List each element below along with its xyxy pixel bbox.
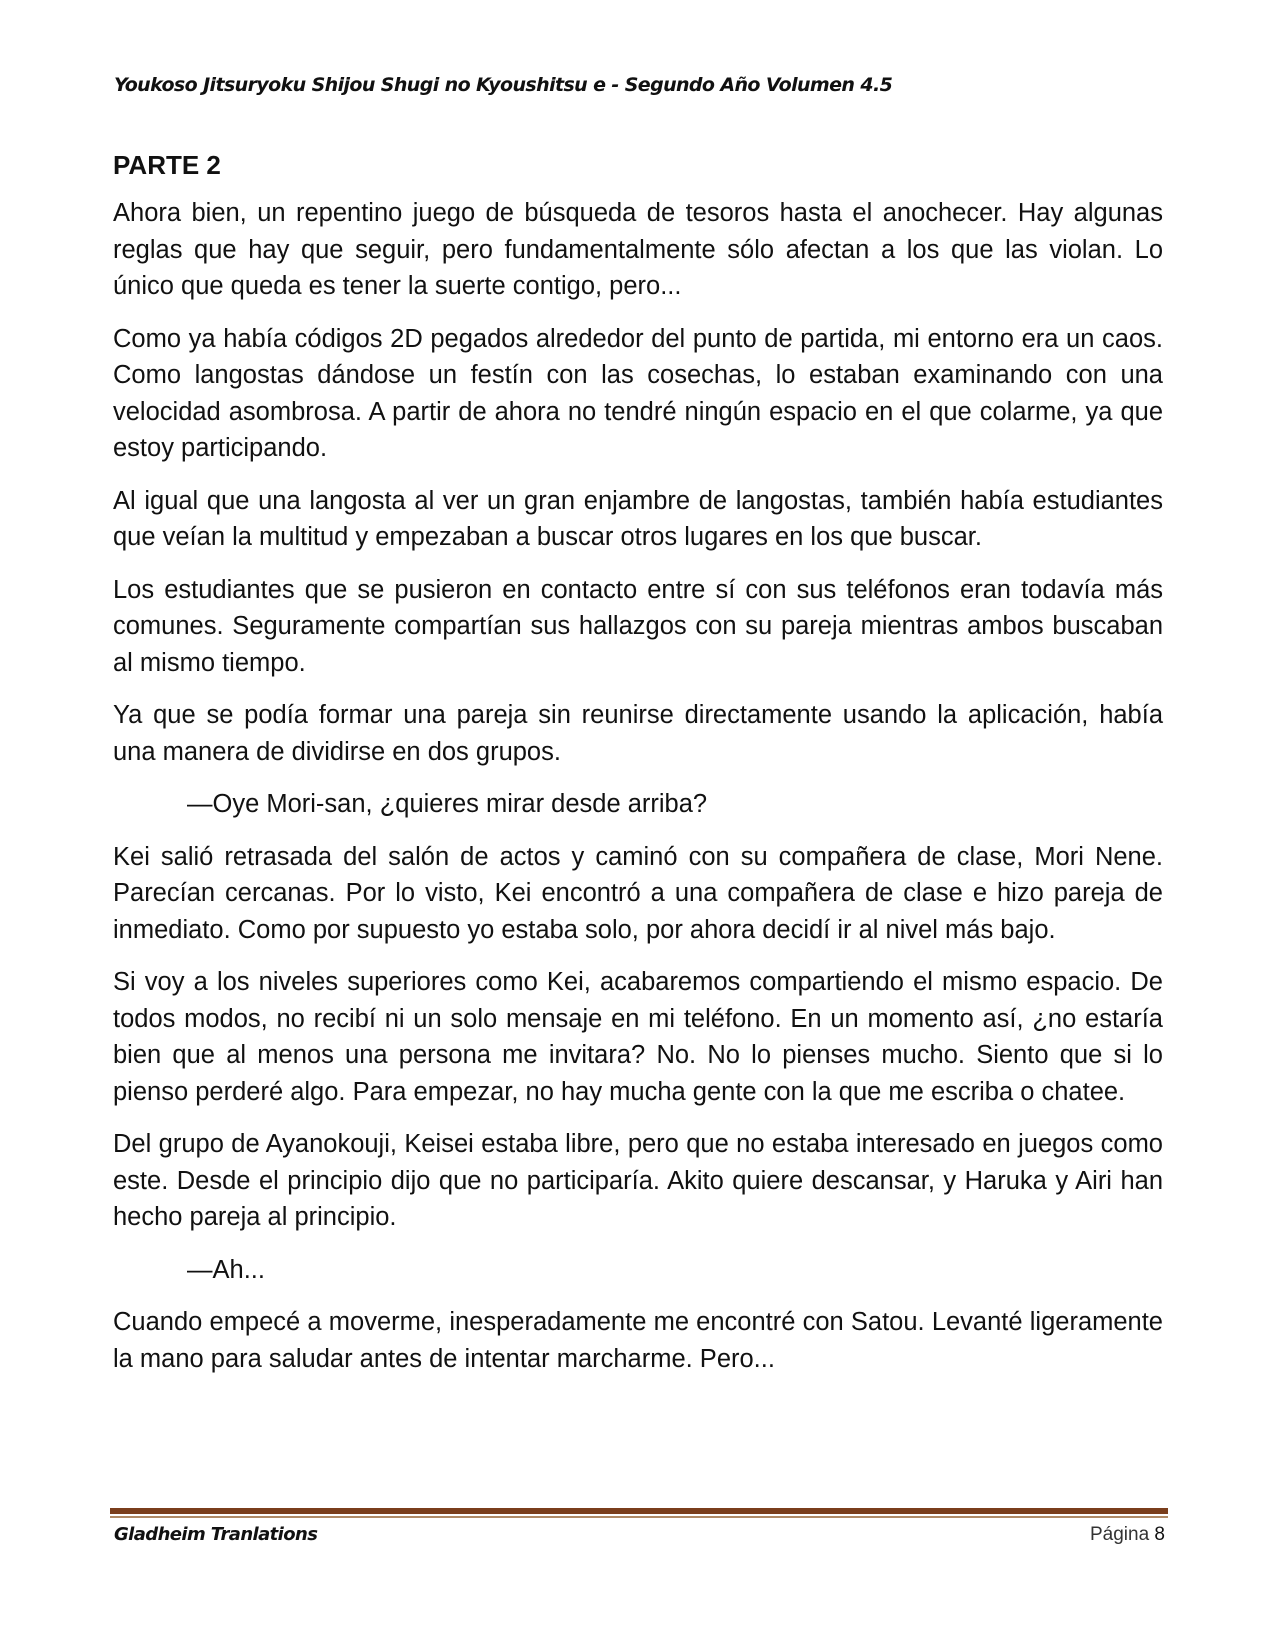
paragraph: Del grupo de Ayanokouji, Keisei estaba libre, pero que no estaba interesado en juegos como este. Desde el principio dijo que no participaría. Akito quiere descansar, y Haruka y Airi han hecho pareja al principio. bbox=[113, 1130, 1163, 1231]
footer-credit: Gladheim Tranlations bbox=[114, 1524, 318, 1545]
page-number bbox=[1090, 1524, 1165, 1546]
footer-divider bbox=[110, 1508, 1168, 1518]
paragraph: Si voy a los niveles superiores como Kei, acabaremos compartiendo el mismo espacio. De todos modos, no recibí ni un solo mensaje en mi teléfono. En un momento así, ¿no estaría bien que al menos una persona me invitara? No. No lo pienses mucho. Siento que si lo pienso perderé algo. Para empezar, no hay mucha gente con la que me escriba o chatee. bbox=[113, 968, 1163, 1106]
paragraph: Ahora bien, un repentino juego de búsqueda de tesoros hasta el anochecer. Hay algunas reglas que hay que seguir, pero fundamentalmente sólo afectan a los que las violan. Lo único que queda es tener la suerte contigo, pero... bbox=[113, 199, 1163, 300]
dialog-line: —Oye Mori-san, ¿quieres mirar desde arriba? bbox=[187, 790, 708, 818]
paragraphs bbox=[113, 195, 1163, 1377]
paragraph: Como ya había códigos 2D pegados alrededor del punto de partida, mi entorno era un caos. Como langostas dándose un festín con las cosechas, lo estaban examinando con una velocidad asombrosa. A partir de ahora no tendré ningún espacio en el que colarme, ya que estoy participando. bbox=[113, 324, 1163, 462]
running-header: Youkoso Jitsuryoku Shijou Shugi no Kyoushitsu e - Segundo Año Volumen 4.5 bbox=[114, 74, 893, 96]
page-body bbox=[113, 150, 1163, 1393]
paragraph: Ya que se podía formar una pareja sin reunirse directamente usando la aplicación, había una manera de dividirse en dos grupos. bbox=[113, 701, 1163, 766]
paragraph: Los estudiantes que se pusieron en contacto entre sí con sus teléfonos eran todavía más comunes. Seguramente compartían sus hallazgos con su pareja mientras ambos buscaban al mismo tiempo. bbox=[113, 575, 1163, 677]
page-label: Página bbox=[1089, 1524, 1150, 1545]
dialog-line: —Ah... bbox=[187, 1255, 265, 1284]
page-number-value: 8 bbox=[1154, 1524, 1165, 1545]
paragraph: Cuando empecé a moverme, inesperadamente me encontré con Satou. Levanté ligeramente la mano para saludar antes de intentar marcharme. Pero... bbox=[113, 1308, 1163, 1373]
paragraph: Al igual que una langosta al ver un gran enjambre de langostas, también había estudiantes que veían la multitud y empezaban a buscar otros lugares en los que buscar. bbox=[113, 486, 1163, 551]
paragraph: Kei salió retrasada del salón de actos y caminó con su compañera de clase, Mori Nene. Parecían cercanas. Por lo visto, Kei encontró a una compañera de clase e hizo pareja de inmediato. Como por supuesto yo estaba solo, por ahora decidí ir al nivel más bajo. bbox=[113, 842, 1163, 944]
section-title: PARTE 2 bbox=[113, 150, 221, 180]
